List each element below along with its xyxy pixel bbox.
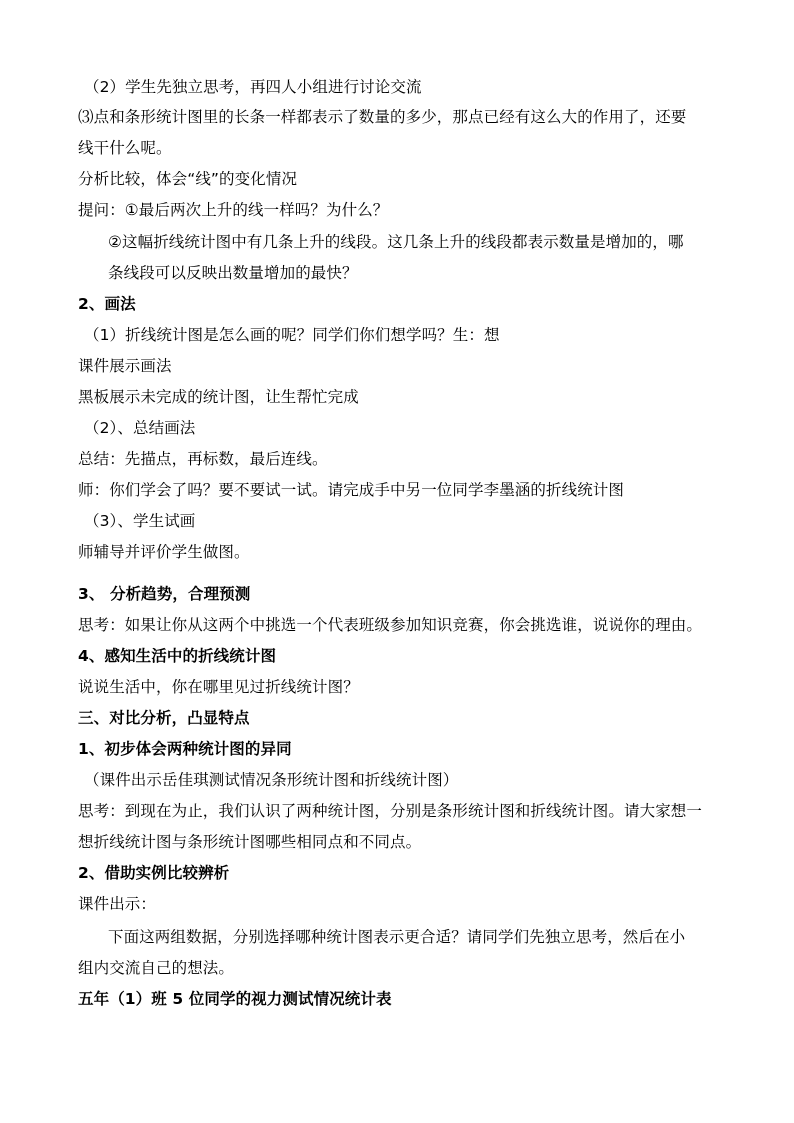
text-line: 总结：先描点，再标数，最后连线。 — [78, 450, 328, 468]
table-title: 五年（1）班 5 位同学的视力测试情况统计表 — [78, 990, 392, 1008]
text-line: 条线段可以反映出数量增加的最快？ — [108, 264, 358, 282]
text-line: 下面这两组数据，分别选择哪种统计图表示更合适？请同学们先独立思考，然后在小 — [108, 928, 686, 946]
text-line: 师：你们学会了吗？要不要试一试。请完成手中另一位同学李墨涵的折线统计图 — [78, 481, 625, 499]
section-heading: 4、感知生活中的折线统计图 — [78, 647, 277, 665]
text-line: 提问：①最后两次上升的线一样吗？为什么？ — [78, 201, 389, 219]
text-line: 线干什么呢。 — [78, 139, 172, 157]
text-line: 思考：如果让你从这两个中挑选一个代表班级参加知识竞赛，你会挑选谁，说说你的理由。 — [78, 616, 703, 634]
text-line: （3）、学生试画 — [84, 512, 196, 530]
section-heading: 1、初步体会两种统计图的异同 — [78, 740, 292, 758]
section-heading: 2、画法 — [78, 295, 136, 313]
text-line: 师辅导并评价学生做图。 — [78, 543, 250, 561]
section-heading: 2、借助实例比较辨析 — [78, 864, 230, 882]
section-heading: 三、对比分析，凸显特点 — [78, 709, 250, 727]
text-line: 课件出示： — [78, 895, 157, 913]
text-line: （1）折线统计图是怎么画的呢？同学们你们想学吗？生：想 — [84, 326, 500, 344]
text-line: 组内交流自己的想法。 — [78, 959, 235, 977]
text-line: 说说生活中，你在哪里见过折线统计图？ — [78, 678, 359, 696]
text-line: ⑶点和条形统计图里的长条一样都表示了数量的多少，那点已经有这么大的作用了，还要 — [78, 108, 687, 126]
text-line: 思考：到现在为止，我们认识了两种统计图，分别是条形统计图和折线统计图。请大家想一 — [78, 802, 703, 820]
text-line: ②这幅折线统计图中有几条上升的线段。这几条上升的线段都表示数量是增加的，哪 — [108, 233, 684, 251]
text-line: 分析比较，体会“线”的变化情况 — [78, 170, 298, 188]
text-line: 想折线统计图与条形统计图哪些相同点和不同点。 — [78, 833, 422, 851]
text-line: （2）学生先独立思考，再四人小组进行讨论交流 — [84, 78, 422, 96]
text-line: 黑板展示未完成的统计图，让生帮忙完成 — [78, 388, 359, 406]
text-line: （2）、总结画法 — [84, 419, 196, 437]
text-line: 课件展示画法 — [78, 357, 172, 375]
section-heading: 3、 分析趋势，合理预测 — [78, 585, 251, 603]
text-line: （课件出示岳佳琪测试情况条形统计图和折线统计图） — [84, 771, 459, 789]
